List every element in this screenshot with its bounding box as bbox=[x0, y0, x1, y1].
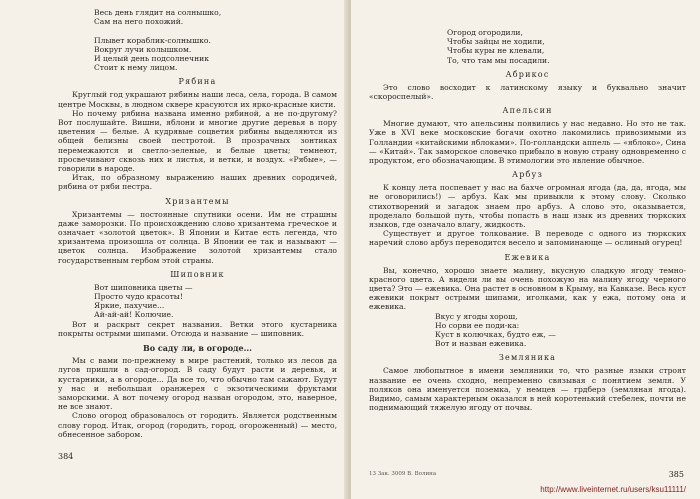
poem-line: Чтобы зайцы не ходили, bbox=[447, 37, 545, 47]
abrikos-text bbox=[369, 83, 686, 101]
garden-text bbox=[58, 356, 337, 439]
printing-note: 13 Зак. 3009 В. Волина bbox=[369, 471, 437, 477]
poem-line: И целый день подсолнечник bbox=[94, 54, 209, 64]
heading-apelsin: Апельсин bbox=[502, 106, 553, 116]
paragraph: Многие думают, что апельсины появились у нас недавно. Но это не так. Уже в XVI веке московские богачи охотно лакомились привозимыми из Голландии «китайскими яблоками». По-голландски аппель — «яблоко», Сина — «Китай». Так заморское словечко прибыло в новую страну одновременно с продуктом, его обозначающим. В этимологии это явление обычное. bbox=[369, 119, 686, 166]
poem-line: То, что там мы посадили. bbox=[447, 55, 550, 65]
heading-abrikos: Абрикос bbox=[505, 69, 550, 79]
watermark-url: http://www.liveinternet.ru/users/ksu11111/ bbox=[540, 485, 686, 494]
ezhevika-text bbox=[369, 266, 686, 312]
chrysanthemum-text bbox=[58, 210, 337, 265]
poem-line: Весь день глядит на солнышко, bbox=[94, 8, 222, 17]
page-number-right: 385 bbox=[668, 470, 684, 479]
poem-line: Вот шиповника цветы — bbox=[94, 282, 193, 292]
poem-line: Яркие, пахучие... bbox=[94, 301, 165, 311]
apelsin-text bbox=[369, 119, 686, 165]
poem-line: Вокруг лучи колышком. bbox=[94, 44, 192, 54]
zemlyanika-text bbox=[369, 366, 686, 412]
paragraph: Круглый год украшают рябины наши леса, села, города. В самом центре Москвы, в людном сквере красуются их ярко-красные кисти. bbox=[58, 90, 337, 109]
heading-garden: Во саду ли, в огороде... bbox=[143, 343, 252, 354]
paragraph: Мы с вами по-прежнему в мире растений, только из лесов да лугов пришли в сад-огород. В саду будут расти и деревья, и кустарники, а в огороде... Да все то, что обычно там сажают. Будут у нас и небольшая оранжерея с экзотическими фруктами заморскими. А вот почему огород назван огородом, это, наверное, не все знают. bbox=[58, 356, 337, 412]
paragraph: К концу лета поспевает у нас на бахче огромная ягода (да, да, ягода, мы не оговорились!) — арбуз. Как мы привыкли к этому слову. Сколько стихотворений и загадок знаем про арбуз. А слово это, оказывается, проделало большой путь, чтобы попасть в наш язык из древних тюркских языков, где означало влагу, жидкость. bbox=[369, 183, 686, 230]
heading-zemlyanika: Земляника bbox=[498, 353, 557, 363]
ryabina-text bbox=[58, 90, 337, 191]
heading-arbuz: Арбуз bbox=[511, 170, 544, 180]
poem-line: Вот и назван ежевика. bbox=[435, 339, 527, 349]
poem-line: Сам на него похожий. bbox=[94, 17, 184, 27]
heading-chrysanthemums: Хризантемы bbox=[165, 196, 230, 206]
left-page bbox=[0, 0, 349, 499]
paragraph: Но почему рябина названа именно рябиной, а не по-другому? Вот послушайте. Вишни, яблони и многие другие деревья в пору цветения — белые. А кудрявые соцветия рябины выделяются из общей белизны своей пестротой. В прозрачных зонтиках перемежаются и светло-зеленые, и белые цветы; темнеют, просвечивают сквозь них и листья, и ветки, и воздух. «Рябые», — говорили в народе. bbox=[58, 108, 337, 174]
shipovnik-text bbox=[58, 320, 337, 338]
right-page bbox=[351, 0, 700, 499]
poem-line: Просто чудо красоты! bbox=[94, 292, 183, 302]
sunflower-poem bbox=[94, 8, 337, 72]
paragraph: Самое любопытное в имени земляники то, что разные языки строят название ее очень сходно, непременно связывая с понятием земля. У поляков она именуется поземка, у немцев — грдберэ (земляная ягода). Видимо, самым характерным оказался в ней коротенький стебелек, почти не поднимающий тяжелую ягоду от почвы. bbox=[369, 366, 686, 413]
paragraph: Хризантемы — постоянные спутники осени. Им не страшны даже заморозки. По происхождению слово хризантема греческое и означает «золотой цветок». В Японии и Китае есть легенда, что хризантема произошла от солнца. В Японии ее так и называют — цветок солнца. Изображение золотой хризантемы стало государственным гербом этой страны. bbox=[58, 209, 337, 265]
page-number-left: 384 bbox=[58, 452, 74, 461]
poem-line: Но сорви ее поди-ка: bbox=[435, 320, 520, 330]
ogorod-poem bbox=[447, 28, 686, 65]
poem-line bbox=[94, 26, 337, 35]
ezhevika-poem bbox=[435, 312, 686, 349]
poem-line: Огород огородили, bbox=[447, 28, 523, 37]
paragraph: Вы, конечно, хорошо знаете малину, вкусную сладкую ягоду темно-красного цвета. А видели ли вы очень похожую на малину ягоду черного цвета? Это — ежевика. Она растет в основном в Крыму, на Кавказе. Весь куст ежевики покрыт острыми шипами, иголками, как у ежа, потому она и ежевика. bbox=[369, 265, 686, 312]
paragraph: Это слово восходит к латинскому языку и буквально значит «скороспелый». bbox=[369, 82, 686, 102]
poem-line: Чтобы куры не клевали, bbox=[447, 46, 545, 56]
poem-line: Ай-ай-ай! Колючие. bbox=[94, 310, 174, 320]
heading-shipovnik: Шиповник bbox=[170, 269, 225, 279]
paragraph: Вот и раскрыт секрет названия. Ветки этого кустарника покрыты острыми шипами. Отсюда и название — шиповник. bbox=[58, 319, 337, 338]
heading-ryabina: Рябина bbox=[178, 77, 217, 87]
poem-line: Куст в колючках, будто еж, — bbox=[435, 330, 556, 340]
paragraph: Слово огород образовалось от городить. Является родственным слову город. Итак, огород (городить, город, огороженный) — место, обнесенное забором. bbox=[58, 411, 337, 439]
arbuz-text bbox=[369, 183, 686, 247]
poem-line: Стоит к нему лицом. bbox=[94, 63, 178, 73]
paragraph: Итак, по образному выражению наших древних сородичей, рябина от ряби пестра. bbox=[58, 173, 337, 192]
poem-line: Плывет кораблик-солнышко. bbox=[94, 35, 211, 45]
heading-ezhevika: Ежевика bbox=[504, 252, 551, 262]
poem-line: Вкус у ягоды хорош, bbox=[435, 311, 518, 321]
paragraph: Существует и другое толкование. В переводе с одного из тюркских наречий слово арбуз переводится весело и запоминающе — ослиный огурец! bbox=[369, 229, 686, 248]
shipovnik-poem bbox=[94, 283, 337, 320]
